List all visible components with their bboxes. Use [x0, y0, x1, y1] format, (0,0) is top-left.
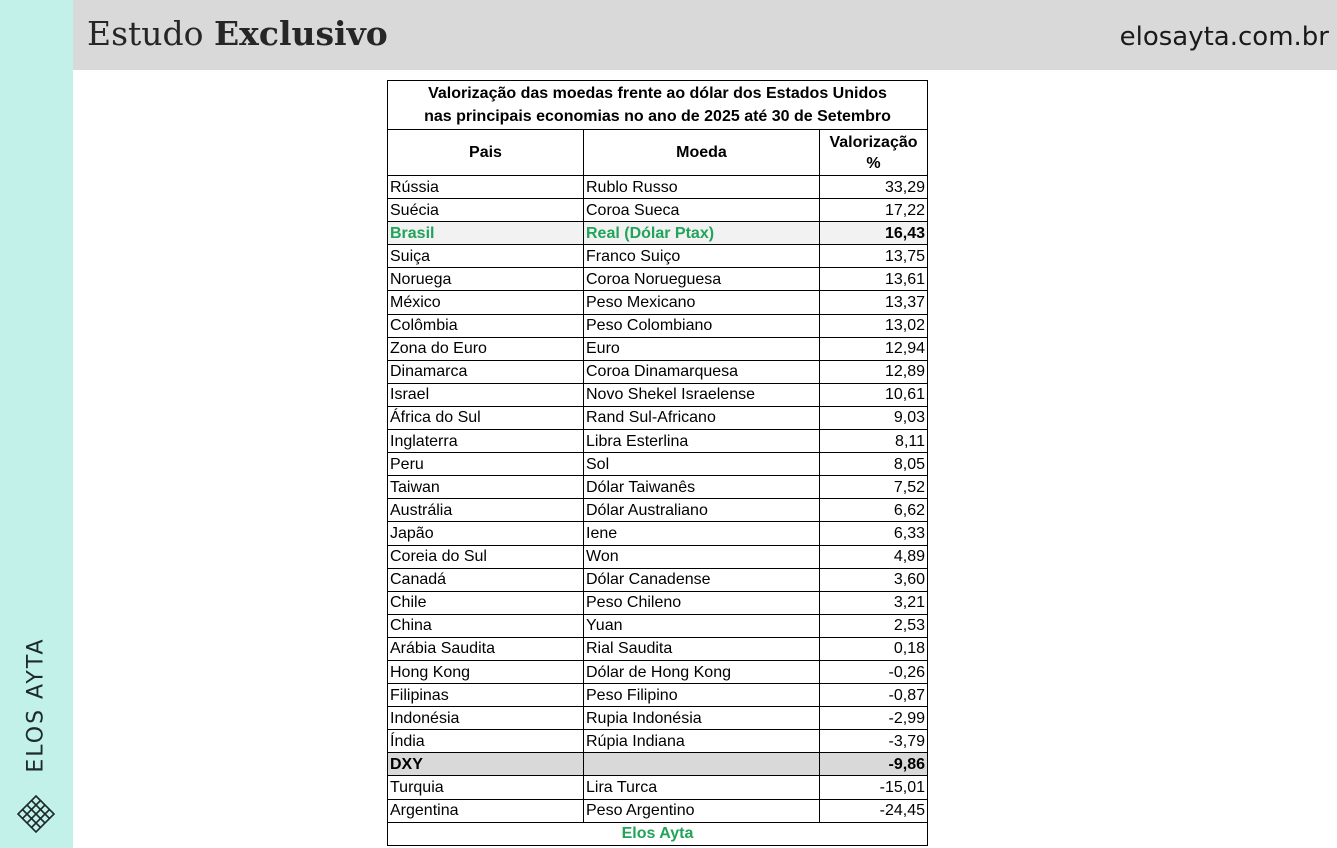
value-cell: 12,89: [820, 360, 928, 383]
value-cell: 13,02: [820, 314, 928, 337]
value-cell: 13,37: [820, 291, 928, 314]
country-cell: Suécia: [388, 199, 584, 222]
currency-cell: Coroa Norueguesa: [584, 268, 820, 291]
table-caption: [388, 81, 928, 130]
table-row: [388, 614, 928, 637]
currency-cell: Real (Dólar Ptax): [584, 222, 820, 245]
header-bar: [73, 0, 1337, 70]
country-cell: Japão: [388, 522, 584, 545]
country-cell: Canadá: [388, 568, 584, 591]
currency-cell: Dólar Australiano: [584, 499, 820, 522]
country-cell: Arábia Saudita: [388, 637, 584, 660]
currency-cell: Peso Filipino: [584, 684, 820, 707]
header-value-line-1: Valorização: [829, 133, 918, 151]
country-cell: Taiwan: [388, 476, 584, 499]
value-cell: 13,75: [820, 245, 928, 268]
country-cell: Argentina: [388, 799, 584, 822]
table-row: [388, 199, 928, 222]
country-cell: China: [388, 614, 584, 637]
table-row: [388, 545, 928, 568]
currency-cell: [584, 753, 820, 776]
currency-cell: Won: [584, 545, 820, 568]
value-cell: -9,86: [820, 753, 928, 776]
table-row: [388, 291, 928, 314]
currency-table-container: [387, 80, 928, 846]
value-cell: 12,94: [820, 337, 928, 360]
value-cell: 3,60: [820, 568, 928, 591]
country-cell: Suiça: [388, 245, 584, 268]
value-cell: 2,53: [820, 614, 928, 637]
country-cell: Índia: [388, 730, 584, 753]
value-cell: -0,87: [820, 684, 928, 707]
value-cell: -3,79: [820, 730, 928, 753]
currency-cell: Peso Colombiano: [584, 314, 820, 337]
currency-cell: Euro: [584, 337, 820, 360]
currency-cell: Rupia Indonésia: [584, 707, 820, 730]
value-cell: 33,29: [820, 176, 928, 199]
value-cell: 7,52: [820, 476, 928, 499]
title-regular: Estudo: [87, 14, 204, 53]
currency-cell: Novo Shekel Israelense: [584, 383, 820, 406]
table-row: [388, 684, 928, 707]
currency-cell: Libra Esterlina: [584, 430, 820, 453]
value-cell: -15,01: [820, 776, 928, 799]
value-cell: 3,21: [820, 591, 928, 614]
currency-cell: Rublo Russo: [584, 176, 820, 199]
currency-valuation-table: [387, 80, 928, 846]
country-cell: Filipinas: [388, 684, 584, 707]
table-row: [388, 383, 928, 406]
table-row: [388, 176, 928, 199]
table-row: [388, 776, 928, 799]
brand-name: ELOS AYTA: [23, 637, 49, 773]
value-cell: 8,05: [820, 453, 928, 476]
value-cell: -0,26: [820, 660, 928, 683]
header-value-line-2: %: [866, 154, 881, 172]
currency-cell: Peso Mexicano: [584, 291, 820, 314]
country-cell: México: [388, 291, 584, 314]
country-cell: Israel: [388, 383, 584, 406]
table-row: [388, 476, 928, 499]
country-cell: Indonésia: [388, 707, 584, 730]
table-row: [388, 522, 928, 545]
table-row: [388, 337, 928, 360]
table-row: [388, 499, 928, 522]
country-cell: Brasil: [388, 222, 584, 245]
table-row: [388, 660, 928, 683]
header-country: Pais: [388, 130, 584, 176]
table-footer: Elos Ayta: [388, 822, 928, 845]
table-row: [388, 268, 928, 291]
table-row: [388, 360, 928, 383]
table-row: [388, 707, 928, 730]
currency-cell: Franco Suiço: [584, 245, 820, 268]
value-cell: 6,33: [820, 522, 928, 545]
currency-cell: Sol: [584, 453, 820, 476]
value-cell: 16,43: [820, 222, 928, 245]
table-row: [388, 314, 928, 337]
caption-line-1: Valorização das moedas frente ao dólar dos Estados Unidos: [428, 85, 887, 102]
table-row: [388, 245, 928, 268]
value-cell: 4,89: [820, 545, 928, 568]
table-row: [388, 406, 928, 429]
currency-cell: Yuan: [584, 614, 820, 637]
value-cell: 13,61: [820, 268, 928, 291]
country-cell: Rússia: [388, 176, 584, 199]
country-cell: Noruega: [388, 268, 584, 291]
currency-cell: Coroa Dinamarquesa: [584, 360, 820, 383]
currency-cell: Dólar Canadense: [584, 568, 820, 591]
table-row: [388, 730, 928, 753]
country-cell: Colômbia: [388, 314, 584, 337]
table-row: [388, 637, 928, 660]
currency-cell: Rial Saudita: [584, 637, 820, 660]
currency-cell: Iene: [584, 522, 820, 545]
value-cell: -24,45: [820, 799, 928, 822]
currency-cell: Dólar de Hong Kong: [584, 660, 820, 683]
caption-line-2: nas principais economias no ano de 2025 até 30 de Setembro: [424, 108, 891, 125]
title-bold: Exclusivo: [214, 14, 388, 53]
country-cell: África do Sul: [388, 406, 584, 429]
currency-cell: Peso Chileno: [584, 591, 820, 614]
value-cell: 10,61: [820, 383, 928, 406]
table-row: [388, 753, 928, 776]
country-cell: Dinamarca: [388, 360, 584, 383]
table-row: [388, 430, 928, 453]
currency-cell: Rand Sul-Africano: [584, 406, 820, 429]
lattice-diamond-icon: [16, 794, 56, 834]
table-row: [388, 222, 928, 245]
currency-cell: Lira Turca: [584, 776, 820, 799]
country-cell: Inglaterra: [388, 430, 584, 453]
value-cell: 6,62: [820, 499, 928, 522]
country-cell: Zona do Euro: [388, 337, 584, 360]
country-cell: Austrália: [388, 499, 584, 522]
currency-cell: Rúpia Indiana: [584, 730, 820, 753]
country-cell: Chile: [388, 591, 584, 614]
site-url: elosayta.com.br: [1119, 22, 1329, 52]
page-title: [87, 14, 388, 53]
sidebar: [0, 0, 73, 848]
country-cell: Coreia do Sul: [388, 545, 584, 568]
country-cell: Turquia: [388, 776, 584, 799]
value-cell: 17,22: [820, 199, 928, 222]
country-cell: Hong Kong: [388, 660, 584, 683]
country-cell: DXY: [388, 753, 584, 776]
currency-cell: Dólar Taiwanês: [584, 476, 820, 499]
table-row: [388, 591, 928, 614]
currency-cell: Coroa Sueca: [584, 199, 820, 222]
value-cell: 0,18: [820, 637, 928, 660]
value-cell: -2,99: [820, 707, 928, 730]
table-row: [388, 453, 928, 476]
table-row: [388, 568, 928, 591]
value-cell: 9,03: [820, 406, 928, 429]
value-cell: 8,11: [820, 430, 928, 453]
header-currency: Moeda: [584, 130, 820, 176]
table-body: [388, 176, 928, 823]
currency-cell: Peso Argentino: [584, 799, 820, 822]
country-cell: Peru: [388, 453, 584, 476]
header-value: [820, 130, 928, 176]
table-row: [388, 799, 928, 822]
